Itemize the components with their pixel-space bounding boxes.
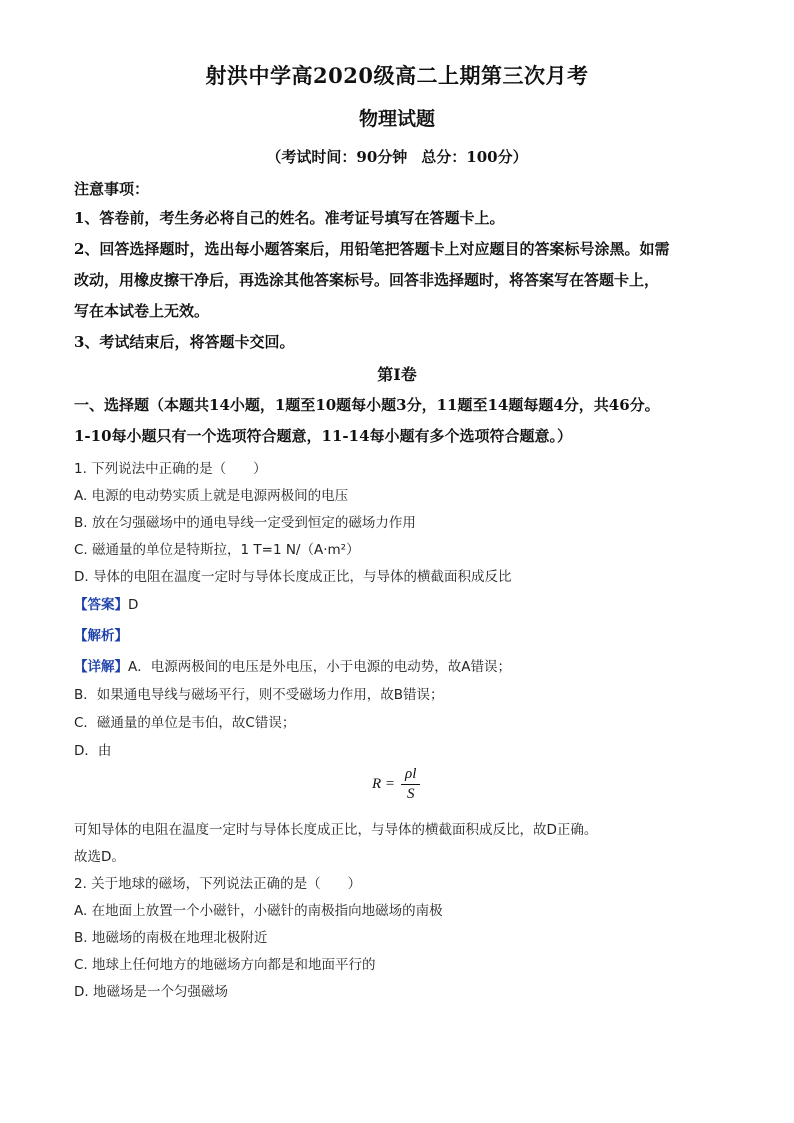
exam-title: 射洪中学高2020级高二上期第三次月考: [205, 63, 589, 88]
notice-item-2-line-1: 2、回答选择题时，选出每小题答案后，用铅笔把答题卡上对应题目的答案标号涂黑。如需: [74, 240, 670, 258]
q2-option-c: C. 地球上任何地方的地磁场方向都是和地面平行的: [74, 957, 376, 973]
q1-option-a: A. 电源的电动势实质上就是电源两极间的电压: [74, 488, 349, 504]
formula-numerator: ρl: [401, 766, 420, 785]
q1-detail-a: [74, 655, 511, 675]
q2-option-b: B. 地磁场的南极在地理北极附近: [74, 930, 268, 946]
answer-value: D: [128, 597, 139, 613]
q1-analysis: [74, 624, 128, 644]
q1-detail-c: C．磁通量的单位是韦伯，故C错误；: [74, 715, 296, 731]
formula-lhs: R =: [372, 776, 396, 792]
section-heading-line-1: 一、选择题（本题共14小题，1题至10题每小题3分，11题至14题每题4分，共46分。: [74, 396, 660, 414]
answer-tag: 【答案】: [74, 597, 128, 613]
q1-choose: 故选D。: [74, 849, 125, 865]
exam-time: （考试时间：90分钟: [266, 148, 408, 166]
notice-item-2-line-2: 改动，用橡皮擦干净后，再选涂其他答案标号。回答非选择题时，将答案写在答题卡上，: [74, 271, 660, 289]
exam-meta: [0, 146, 794, 167]
formula-fraction: [401, 766, 420, 803]
q1-option-c: C. 磁通量的单位是特斯拉，1 T=1 N/（A·m²）: [74, 542, 360, 558]
notice-heading: 注意事项：: [74, 180, 150, 198]
q1-option-b: B. 放在匀强磁场中的通电导线一定受到恒定的磁场力作用: [74, 515, 416, 531]
analysis-tag: 【解析】: [74, 628, 128, 644]
formula-denominator: S: [406, 786, 415, 802]
q1-stem: 1. 下列说法中正确的是（ ）: [74, 461, 267, 477]
q2-option-a: A. 在地面上放置一个小磁针，小磁针的南极指向地磁场的南极: [74, 903, 443, 919]
total-score: 总分：100分）: [421, 148, 528, 166]
volume-heading: 第I卷: [377, 365, 417, 384]
q2-stem: 2. 关于地球的磁场，下列说法正确的是（ ）: [74, 876, 362, 892]
detail-a-text: A．电源两极间的电压是外电压，小于电源的电动势，故A错误；: [128, 659, 511, 675]
notice-item-3: 3、考试结束后，将答题卡交回。: [74, 333, 295, 351]
q1-option-d: D. 导体的电阻在温度一定时与导体长度成正比，与导体的横截面积成反比: [74, 569, 512, 585]
q1-detail-b: B．如果通电导线与磁场平行，则不受磁场力作用，故B错误；: [74, 687, 444, 703]
notice-item-2-line-3: 写在本试卷上无效。: [74, 302, 210, 320]
resistance-formula: [372, 766, 420, 803]
q1-detail-d: D．由: [74, 743, 112, 759]
notice-item-1: 1、答卷前，考生务必将自己的姓名。准考证号填写在答题卡上。: [74, 209, 505, 227]
q1-conclusion: 可知导体的电阻在温度一定时与导体长度成正比，与导体的横截面积成反比，故D正确。: [74, 822, 598, 838]
q1-answer: [74, 593, 138, 613]
section-heading-line-2: 1-10每小题只有一个选项符合题意，11-14每小题有多个选项符合题意。）: [74, 427, 573, 445]
q2-option-d: D. 地磁场是一个匀强磁场: [74, 984, 228, 1000]
exam-subject: 物理试题: [358, 108, 435, 130]
detail-tag: 【详解】: [74, 659, 128, 675]
